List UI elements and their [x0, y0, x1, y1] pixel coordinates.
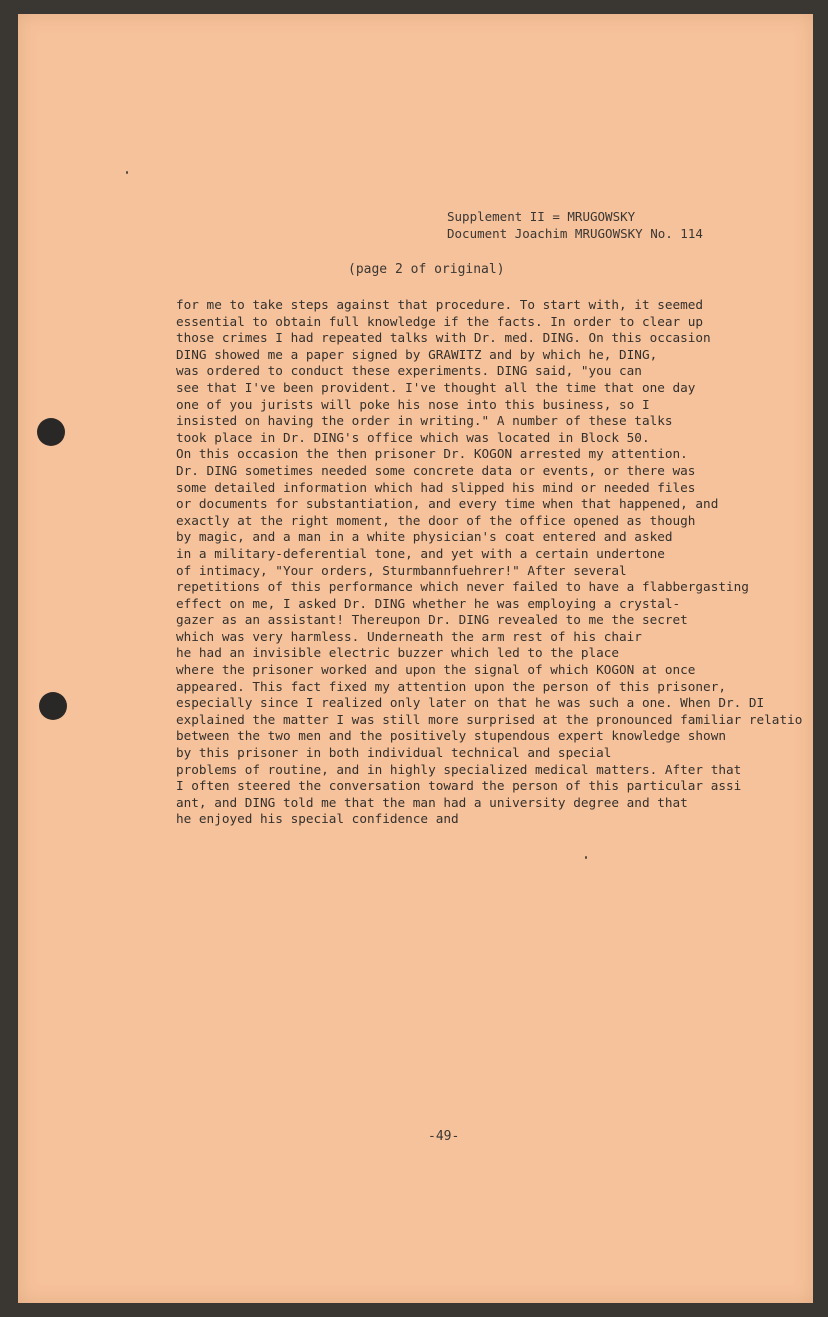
- body-line: took place in Dr. DING's office which was located in Block 50.: [176, 429, 650, 445]
- punch-hole: [37, 418, 65, 446]
- body-line: effect on me, I asked Dr. DING whether he was employing a crystal-: [176, 595, 681, 611]
- body-line: appeared. This fact fixed my attention upon the person of this prisoner,: [176, 678, 726, 694]
- body-text: [176, 297, 816, 828]
- body-line: or documents for substantiation, and every time when that happened, and: [176, 496, 719, 512]
- supplement-line: Supplement II = MRUGOWSKY: [447, 209, 636, 224]
- document-number-line: Document Joachim MRUGOWSKY No. 114: [447, 226, 703, 241]
- body-line: Dr. DING sometimes needed some concrete data or events, or there was: [176, 462, 696, 478]
- body-line: in a military-deferential tone, and yet with a certain undertone: [176, 545, 665, 561]
- body-line: exactly at the right moment, the door of the office opened as though: [176, 512, 696, 528]
- body-line: he had an invisible electric buzzer which led to the place: [176, 645, 620, 661]
- body-line: some detailed information which had slipped his mind or needed files: [176, 479, 696, 495]
- body-line: DING showed me a paper signed by GRAWITZ and by which he, DING,: [176, 346, 658, 362]
- body-line: one of you jurists will poke his nose into this business, so I: [176, 396, 650, 412]
- body-line: for me to take steps against that procedure. To start with, it seemed: [176, 297, 704, 312]
- body-line: ant, and DING told me that the man had a university degree and that: [176, 794, 688, 810]
- original-page-note: (page 2 of original): [348, 262, 505, 277]
- body-line: those crimes I had repeated talks with Dr. med. DING. On this occasion: [176, 330, 711, 346]
- body-line: On this occasion the then prisoner Dr. KOGON arrested my attention.: [176, 446, 688, 462]
- body-line: essential to obtain full knowledge if the facts. In order to clear up: [176, 313, 704, 329]
- body-line: I often steered the conversation toward the person of this particular assi: [176, 778, 742, 794]
- body-line: where the prisoner worked and upon the signal of which KOGON at once: [176, 662, 696, 678]
- body-line: between the two men and the positively stupendous expert knowledge shown: [176, 728, 726, 744]
- document-header: [447, 208, 703, 242]
- paper-speck: [585, 856, 587, 859]
- body-line: was ordered to conduct these experiments. DING said, "you can: [176, 363, 642, 379]
- body-line: which was very harmless. Underneath the arm rest of his chair: [176, 628, 642, 644]
- body-line: by this prisoner in both individual technical and special: [176, 745, 612, 761]
- body-line: of intimacy, "Your orders, Sturmbannfuehrer!" After several: [176, 562, 627, 578]
- body-line: especially since I realized only later on that he was such a one. When Dr. DI: [176, 695, 765, 711]
- body-line: explained the matter I was still more surprised at the pronounced familiar relatio: [176, 711, 803, 727]
- body-line: repetitions of this performance which never failed to have a flabbergasting: [176, 579, 749, 595]
- body-line: insisted on having the order in writing." A number of these talks: [176, 413, 673, 429]
- punch-hole: [39, 692, 67, 720]
- body-line: by magic, and a man in a white physician's coat entered and asked: [176, 529, 673, 545]
- body-line: he enjoyed his special confidence and: [176, 811, 459, 827]
- body-line: problems of routine, and in highly specialized medical matters. After that: [176, 761, 742, 777]
- page-number: -49-: [428, 1129, 460, 1144]
- body-line: see that I've been provident. I've thought all the time that one day: [176, 379, 696, 395]
- paper-speck: [126, 171, 128, 174]
- document-page: [18, 14, 813, 1303]
- body-line: gazer as an assistant! Thereupon Dr. DING revealed to me the secret: [176, 612, 688, 628]
